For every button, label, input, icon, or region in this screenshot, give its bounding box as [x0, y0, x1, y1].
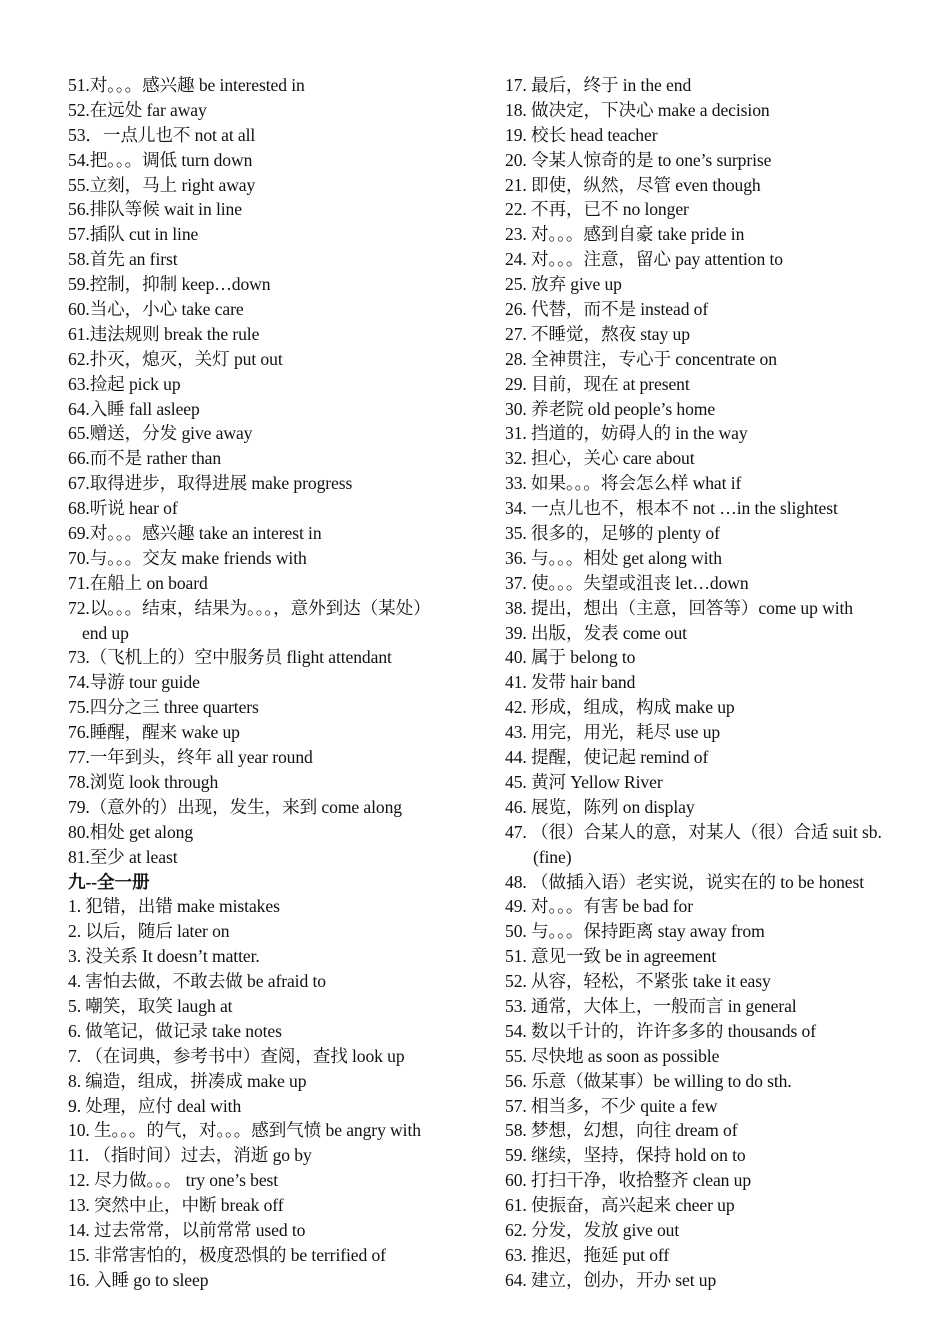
phrase-entry: 32. 担心，关心 care about — [505, 448, 695, 469]
phrase-entry: 28. 全神贯注，专心于 concentrate on — [505, 348, 777, 369]
phrase-entry: 7. （在词典，参考书中）查阅，查找 look up — [68, 1045, 405, 1066]
phrase-entry: 79.（意外的）出现，发生，来到 come along — [68, 796, 402, 817]
phrase-entry: 8. 编造，组成，拼凑成 make up — [68, 1070, 307, 1091]
phrase-entry-continuation: end up — [82, 622, 129, 643]
phrase-entry: 19. 校长 head teacher — [505, 124, 658, 145]
phrase-entry: 22. 不再，已不 no longer — [505, 199, 689, 220]
section-heading: 九--全一册 — [68, 871, 150, 892]
phrase-entry: 52. 从容，轻松，不紧张 take it easy — [505, 971, 771, 992]
phrase-entry: 64. 建立，创办，开办 set up — [505, 1269, 717, 1290]
phrase-entry: 14. 过去常常，以前常常 used to — [68, 1219, 306, 1240]
phrase-entry: 65.赠送，分发 give away — [68, 423, 253, 444]
phrase-entry: 69.对。。。感兴趣 take an interest in — [68, 523, 322, 544]
phrase-entry: 10. 生。。。的气，对。。。感到气愤 be angry with — [68, 1120, 421, 1141]
phrase-entry: 71.在船上 on board — [68, 572, 208, 593]
phrase-entry: 68.听说 hear of — [68, 498, 178, 519]
phrase-entry: 56. 乐意（做某事）be willing to do sth. — [505, 1070, 792, 1091]
phrase-entry: 47. （很）合某人的意，对某人（很）合适 suit sb. — [505, 821, 882, 842]
phrase-entry: 53. 通常，大体上，一般而言 in general — [505, 995, 797, 1016]
phrase-entry: 3. 没关系 It doesn’t matter. — [68, 946, 260, 967]
phrase-entry: 57.插队 cut in line — [68, 224, 199, 245]
phrase-entry: 78.浏览 look through — [68, 771, 219, 792]
phrase-entry: 72.以。。。结束，结果为。。。，意外到达（某处） — [68, 597, 431, 618]
phrase-entry: 63. 推迟，拖延 put off — [505, 1244, 670, 1265]
phrase-entry: 76.睡醒，醒来 wake up — [68, 722, 240, 743]
phrase-entry: 20. 令某人惊奇的是 to one’s surprise — [505, 149, 772, 170]
phrase-entry: 54. 数以千计的，许许多多的 thousands of — [505, 1020, 816, 1041]
phrase-entry: 5. 嘲笑，取笑 laugh at — [68, 995, 233, 1016]
phrase-entry: 55.立刻，马上 right away — [68, 174, 256, 195]
phrase-entry: 6. 做笔记，做记录 take notes — [68, 1020, 282, 1041]
phrase-entry: 15. 非常害怕的，极度恐惧的 be terrified of — [68, 1244, 386, 1265]
phrase-entry: 66.而不是 rather than — [68, 448, 222, 469]
phrase-entry: 25. 放弃 give up — [505, 274, 622, 295]
phrase-entry: 44. 提醒，使记起 remind of — [505, 747, 709, 768]
phrase-entry: 56.排队等候 wait in line — [68, 199, 242, 220]
phrase-entry: 60. 打扫干净，收拾整齐 clean up — [505, 1170, 752, 1191]
phrase-entry: 2. 以后，随后 later on — [68, 921, 230, 942]
phrase-entry: 12. 尽力做。。。 try one’s best — [68, 1170, 279, 1191]
phrase-entry: 39. 出版，发表 come out — [505, 622, 687, 643]
phrase-entry: 26. 代替，而不是 instead of — [505, 299, 709, 320]
phrase-entry: 46. 展览，陈列 on display — [505, 796, 695, 817]
phrase-entry: 63.捡起 pick up — [68, 373, 181, 394]
phrase-entry: 21. 即使，纵然，尽管 even though — [505, 174, 761, 195]
phrase-entry: 4. 害怕去做，不敢去做 be afraid to — [68, 971, 326, 992]
phrase-entry: 58.首先 an first — [68, 249, 178, 270]
phrase-entry: 29. 目前，现在 at present — [505, 373, 690, 394]
phrase-entry: 75.四分之三 three quarters — [68, 697, 259, 718]
phrase-entry: 51.对。。。感兴趣 be interested in — [68, 75, 305, 95]
phrase-entry: 62. 分发，发放 give out — [505, 1219, 680, 1240]
phrase-entry: 33. 如果。。。将会怎么样 what if — [505, 473, 742, 494]
phrase-entry: 67.取得进步，取得进展 make progress — [68, 473, 353, 494]
phrase-entry: 17. 最后，终于 in the end — [505, 75, 692, 95]
phrase-entry: 45. 黄河 Yellow River — [505, 771, 663, 792]
phrase-entry: 70.与。。。交友 make friends with — [68, 547, 307, 568]
phrase-entry: 57. 相当多，不少 quite a few — [505, 1095, 718, 1116]
phrase-entry: 52.在远处 far away — [68, 99, 207, 120]
phrase-entry: 35. 很多的，足够的 plenty of — [505, 523, 720, 544]
phrase-entry: 59. 继续，坚持，保持 hold on to — [505, 1145, 746, 1166]
phrase-entry-continuation: (fine) — [533, 846, 572, 867]
phrase-entry: 1. 犯错，出错 make mistakes — [68, 896, 280, 917]
phrase-entry: 74.导游 tour guide — [68, 672, 200, 693]
right-column — [505, 73, 925, 1293]
phrase-entry: 64.入睡 fall asleep — [68, 398, 200, 419]
phrase-entry: 50. 与。。。保持距离 stay away from — [505, 921, 765, 942]
phrase-entry: 27. 不睡觉，熬夜 stay up — [505, 323, 690, 344]
phrase-entry: 18. 做决定，下决心 make a decision — [505, 99, 770, 120]
phrase-entry: 62.扑灭，熄灭，关灯 put out — [68, 348, 283, 369]
phrase-entry: 42. 形成，组成，构成 make up — [505, 697, 735, 718]
phrase-entry: 48. （做插入语）老实说，说实在的 to be honest — [505, 871, 865, 892]
phrase-entry: 37. 使。。。失望或沮丧 let…down — [505, 572, 749, 593]
phrase-entry: 9. 处理，应付 deal with — [68, 1095, 242, 1116]
phrase-entry: 40. 属于 belong to — [505, 647, 636, 668]
phrase-entry: 36. 与。。。相处 get along with — [505, 547, 722, 568]
phrase-entry: 60.当心，小心 take care — [68, 299, 244, 320]
phrase-entry: 24. 对。。。注意，留心 pay attention to — [505, 249, 783, 270]
phrase-entry: 58. 梦想，幻想，向往 dream of — [505, 1120, 738, 1141]
left-column — [68, 73, 488, 1293]
phrase-entry: 55. 尽快地 as soon as possible — [505, 1045, 720, 1066]
phrase-entry: 81.至少 at least — [68, 846, 178, 867]
phrase-entry: 54.把。。。调低 turn down — [68, 149, 253, 170]
phrase-entry: 41. 发带 hair band — [505, 672, 636, 693]
phrase-entry: 80.相处 get along — [68, 821, 194, 842]
phrase-entry: 34. 一点儿也不，根本不 not …in the slightest — [505, 498, 838, 519]
phrase-entry: 61.违法规则 break the rule — [68, 323, 260, 344]
phrase-entry: 51. 意见一致 be in agreement — [505, 946, 717, 967]
phrase-entry: 13. 突然中止，中断 break off — [68, 1195, 284, 1216]
phrase-entry: 43. 用完，用光，耗尽 use up — [505, 722, 721, 743]
phrase-entry: 53．一点儿也不 not at all — [68, 124, 256, 145]
phrase-entry: 30. 养老院 old people’s home — [505, 398, 716, 419]
phrase-entry: 16. 入睡 go to sleep — [68, 1269, 209, 1290]
phrase-entry: 59.控制，抑制 keep…down — [68, 274, 271, 295]
phrase-entry: 38. 提出，想出（主意，回答等）come up with — [505, 597, 853, 618]
phrase-entry: 61. 使振奋，高兴起来 cheer up — [505, 1195, 735, 1216]
phrase-entry: 73.（飞机上的）空中服务员 flight attendant — [68, 647, 392, 668]
phrase-entry: 31. 挡道的，妨碍人的 in the way — [505, 423, 748, 444]
phrase-entry: 77.一年到头，终年 all year round — [68, 747, 313, 768]
phrase-entry: 23. 对。。。感到自豪 take pride in — [505, 224, 745, 245]
phrase-entry: 11. （指时间）过去，消逝 go by — [68, 1145, 312, 1166]
phrase-entry: 49. 对。。。有害 be bad for — [505, 896, 693, 917]
